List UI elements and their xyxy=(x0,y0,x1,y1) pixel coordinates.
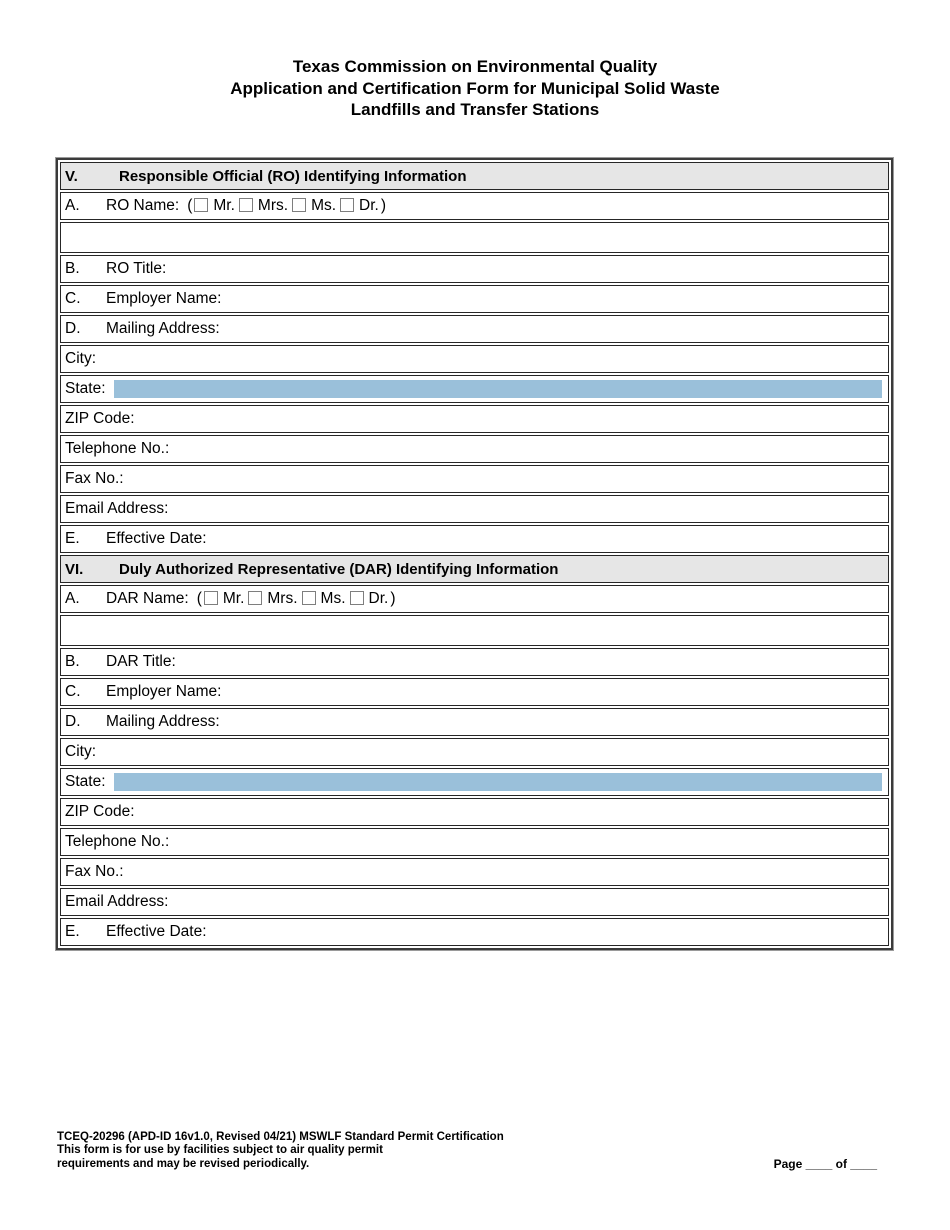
ro-city-cell[interactable] xyxy=(60,345,889,373)
dar-city-row xyxy=(60,738,889,766)
dar-phone-cell[interactable] xyxy=(60,828,889,856)
close-paren: ) xyxy=(380,197,387,214)
open-paren: ( xyxy=(196,590,202,607)
ro-name-letter: A. xyxy=(65,197,80,214)
ro-name-row xyxy=(60,192,889,220)
dar-title-label: DAR Title: xyxy=(106,653,176,670)
section-vi-header-cell xyxy=(60,555,889,583)
ro-name-label: RO Name: xyxy=(106,197,180,214)
ro-city-label: City: xyxy=(65,350,96,367)
ro-name-entry-field[interactable] xyxy=(60,222,889,253)
dar-mailing-letter: D. xyxy=(65,713,81,730)
ro-email-cell[interactable] xyxy=(60,495,889,523)
ro-checkbox-mrs[interactable] xyxy=(239,198,253,212)
footer-line-3: requirements and may be revised periodically. xyxy=(57,1157,310,1170)
form-table-frame xyxy=(55,157,894,951)
dar-effective-date-label: Effective Date: xyxy=(106,923,207,940)
dar-zip-label: ZIP Code: xyxy=(65,803,135,820)
ro-checkbox-mr-label: Mr. xyxy=(213,197,235,214)
form-title-line-3: Landfills and Transfer Stations xyxy=(350,100,600,119)
section-v-heading: Responsible Official (RO) Identifying Information xyxy=(119,167,467,185)
dar-state-label: State: xyxy=(65,773,106,790)
close-paren: ) xyxy=(390,590,396,607)
ro-phone-row xyxy=(60,435,889,463)
ro-effective-date-label: Effective Date: xyxy=(106,530,207,547)
dar-employer-letter: C. xyxy=(65,683,81,700)
ro-state-dropdown-field[interactable] xyxy=(114,380,883,398)
dar-checkbox-ms-label: Ms. xyxy=(320,590,346,607)
dar-checkbox-mrs-label: Mrs. xyxy=(267,590,298,607)
ro-effective-date-row xyxy=(60,525,889,553)
ro-employer-row xyxy=(60,285,889,313)
ro-mailing-letter: D. xyxy=(65,320,81,337)
dar-name-label: DAR Name: xyxy=(106,590,189,607)
ro-fax-cell[interactable] xyxy=(60,465,889,493)
ro-checkbox-dr-label: Dr. xyxy=(359,197,379,214)
dar-mailing-cell[interactable] xyxy=(60,708,889,736)
form-title-line-2: Application and Certification Form for Municipal Solid Waste xyxy=(230,78,720,98)
section-v-number: V. xyxy=(65,167,78,185)
form-title-line-1: Texas Commission on Environmental Quality xyxy=(292,57,658,76)
dar-effective-date-letter: E. xyxy=(65,923,80,940)
ro-fax-label: Fax No.: xyxy=(65,470,124,487)
ro-title-row xyxy=(60,255,889,283)
section-vi-header-row xyxy=(60,555,889,583)
ro-zip-label: ZIP Code: xyxy=(65,410,135,427)
dar-title-letter: B. xyxy=(65,653,80,670)
dar-title-row xyxy=(60,648,889,676)
section-vi-number: VI. xyxy=(65,560,84,578)
ro-name-entry-row xyxy=(60,222,889,253)
dar-city-label: City: xyxy=(65,743,96,760)
dar-checkbox-ms[interactable] xyxy=(302,591,316,605)
dar-employer-label: Employer Name: xyxy=(106,683,222,700)
ro-phone-label: Telephone No.: xyxy=(65,440,170,457)
section-v-header-cell xyxy=(60,162,889,190)
dar-fax-row xyxy=(60,858,889,886)
dar-state-row xyxy=(60,768,889,796)
ro-title-letter: B. xyxy=(65,260,80,277)
ro-employer-cell[interactable] xyxy=(60,285,889,313)
ro-checkbox-ms[interactable] xyxy=(292,198,306,212)
ro-checkbox-mrs-label: Mrs. xyxy=(257,197,289,214)
dar-phone-label: Telephone No.: xyxy=(65,833,170,850)
dar-state-cell xyxy=(60,768,889,796)
dar-checkbox-dr-label: Dr. xyxy=(368,590,389,607)
dar-mailing-label: Mailing Address: xyxy=(106,713,220,730)
ro-email-label: Email Address: xyxy=(65,500,169,517)
dar-employer-row xyxy=(60,678,889,706)
dar-employer-cell[interactable] xyxy=(60,678,889,706)
ro-zip-row xyxy=(60,405,889,433)
dar-name-cell xyxy=(60,585,889,613)
dar-phone-row xyxy=(60,828,889,856)
dar-name-letter: A. xyxy=(65,590,80,607)
ro-state-cell xyxy=(60,375,889,403)
footer-line-1: TCEQ-20296 (APD-ID 16v1.0, Revised 04/21) MSWLF Standard Permit Certification xyxy=(57,1131,504,1143)
dar-email-row xyxy=(60,888,889,916)
ro-checkbox-ms-label: Ms. xyxy=(311,197,337,214)
section-vi-heading: Duly Authorized Representative (DAR) Identifying Information xyxy=(119,560,559,578)
dar-title-cell[interactable] xyxy=(60,648,889,676)
ro-city-row xyxy=(60,345,889,373)
ro-employer-letter: C. xyxy=(65,290,81,307)
footer-line-2: This form is for use by facilities subject to air quality permit xyxy=(57,1144,383,1157)
ro-zip-cell[interactable] xyxy=(60,405,889,433)
ro-mailing-row xyxy=(60,315,889,343)
dar-name-row xyxy=(60,585,889,613)
dar-checkbox-mr-label: Mr. xyxy=(222,590,245,607)
ro-mailing-cell[interactable] xyxy=(60,315,889,343)
dar-checkbox-mr[interactable] xyxy=(204,591,218,605)
ro-email-row xyxy=(60,495,889,523)
section-v-header-row xyxy=(60,162,889,190)
ro-checkbox-mr[interactable] xyxy=(194,198,208,212)
dar-name-entry-row xyxy=(60,615,889,646)
dar-name-entry-field[interactable] xyxy=(60,615,889,646)
dar-zip-cell[interactable] xyxy=(60,798,889,826)
dar-checkbox-dr[interactable] xyxy=(350,591,364,605)
dar-salutation-group xyxy=(197,590,396,607)
ro-salutation-group xyxy=(187,197,386,214)
ro-employer-label: Employer Name: xyxy=(106,290,222,307)
dar-mailing-row xyxy=(60,708,889,736)
dar-effective-date-cell[interactable] xyxy=(60,918,889,946)
dar-fax-label: Fax No.: xyxy=(65,863,124,880)
ro-fax-row xyxy=(60,465,889,493)
ro-checkbox-dr[interactable] xyxy=(340,198,354,212)
ro-title-cell[interactable] xyxy=(60,255,889,283)
ro-name-cell xyxy=(60,192,889,220)
ro-state-label: State: xyxy=(65,380,106,397)
ro-title-label: RO Title: xyxy=(106,260,167,277)
dar-email-label: Email Address: xyxy=(65,893,169,910)
dar-fax-cell[interactable] xyxy=(60,858,889,886)
ro-state-row xyxy=(60,375,889,403)
open-paren: ( xyxy=(187,197,193,214)
ro-effective-date-letter: E. xyxy=(65,530,80,547)
ro-mailing-label: Mailing Address: xyxy=(106,320,220,337)
dar-state-dropdown-field[interactable] xyxy=(114,773,883,791)
page-counter: Page ____ of ____ xyxy=(773,1157,877,1171)
form-title xyxy=(0,56,950,121)
form-table xyxy=(58,160,891,948)
dar-zip-row xyxy=(60,798,889,826)
dar-checkbox-mrs[interactable] xyxy=(248,591,262,605)
form-table-inner-frame xyxy=(56,158,893,950)
dar-city-cell[interactable] xyxy=(60,738,889,766)
ro-effective-date-cell[interactable] xyxy=(60,525,889,553)
dar-email-cell[interactable] xyxy=(60,888,889,916)
form-footer xyxy=(57,1131,504,1171)
dar-effective-date-row xyxy=(60,918,889,946)
ro-phone-cell[interactable] xyxy=(60,435,889,463)
